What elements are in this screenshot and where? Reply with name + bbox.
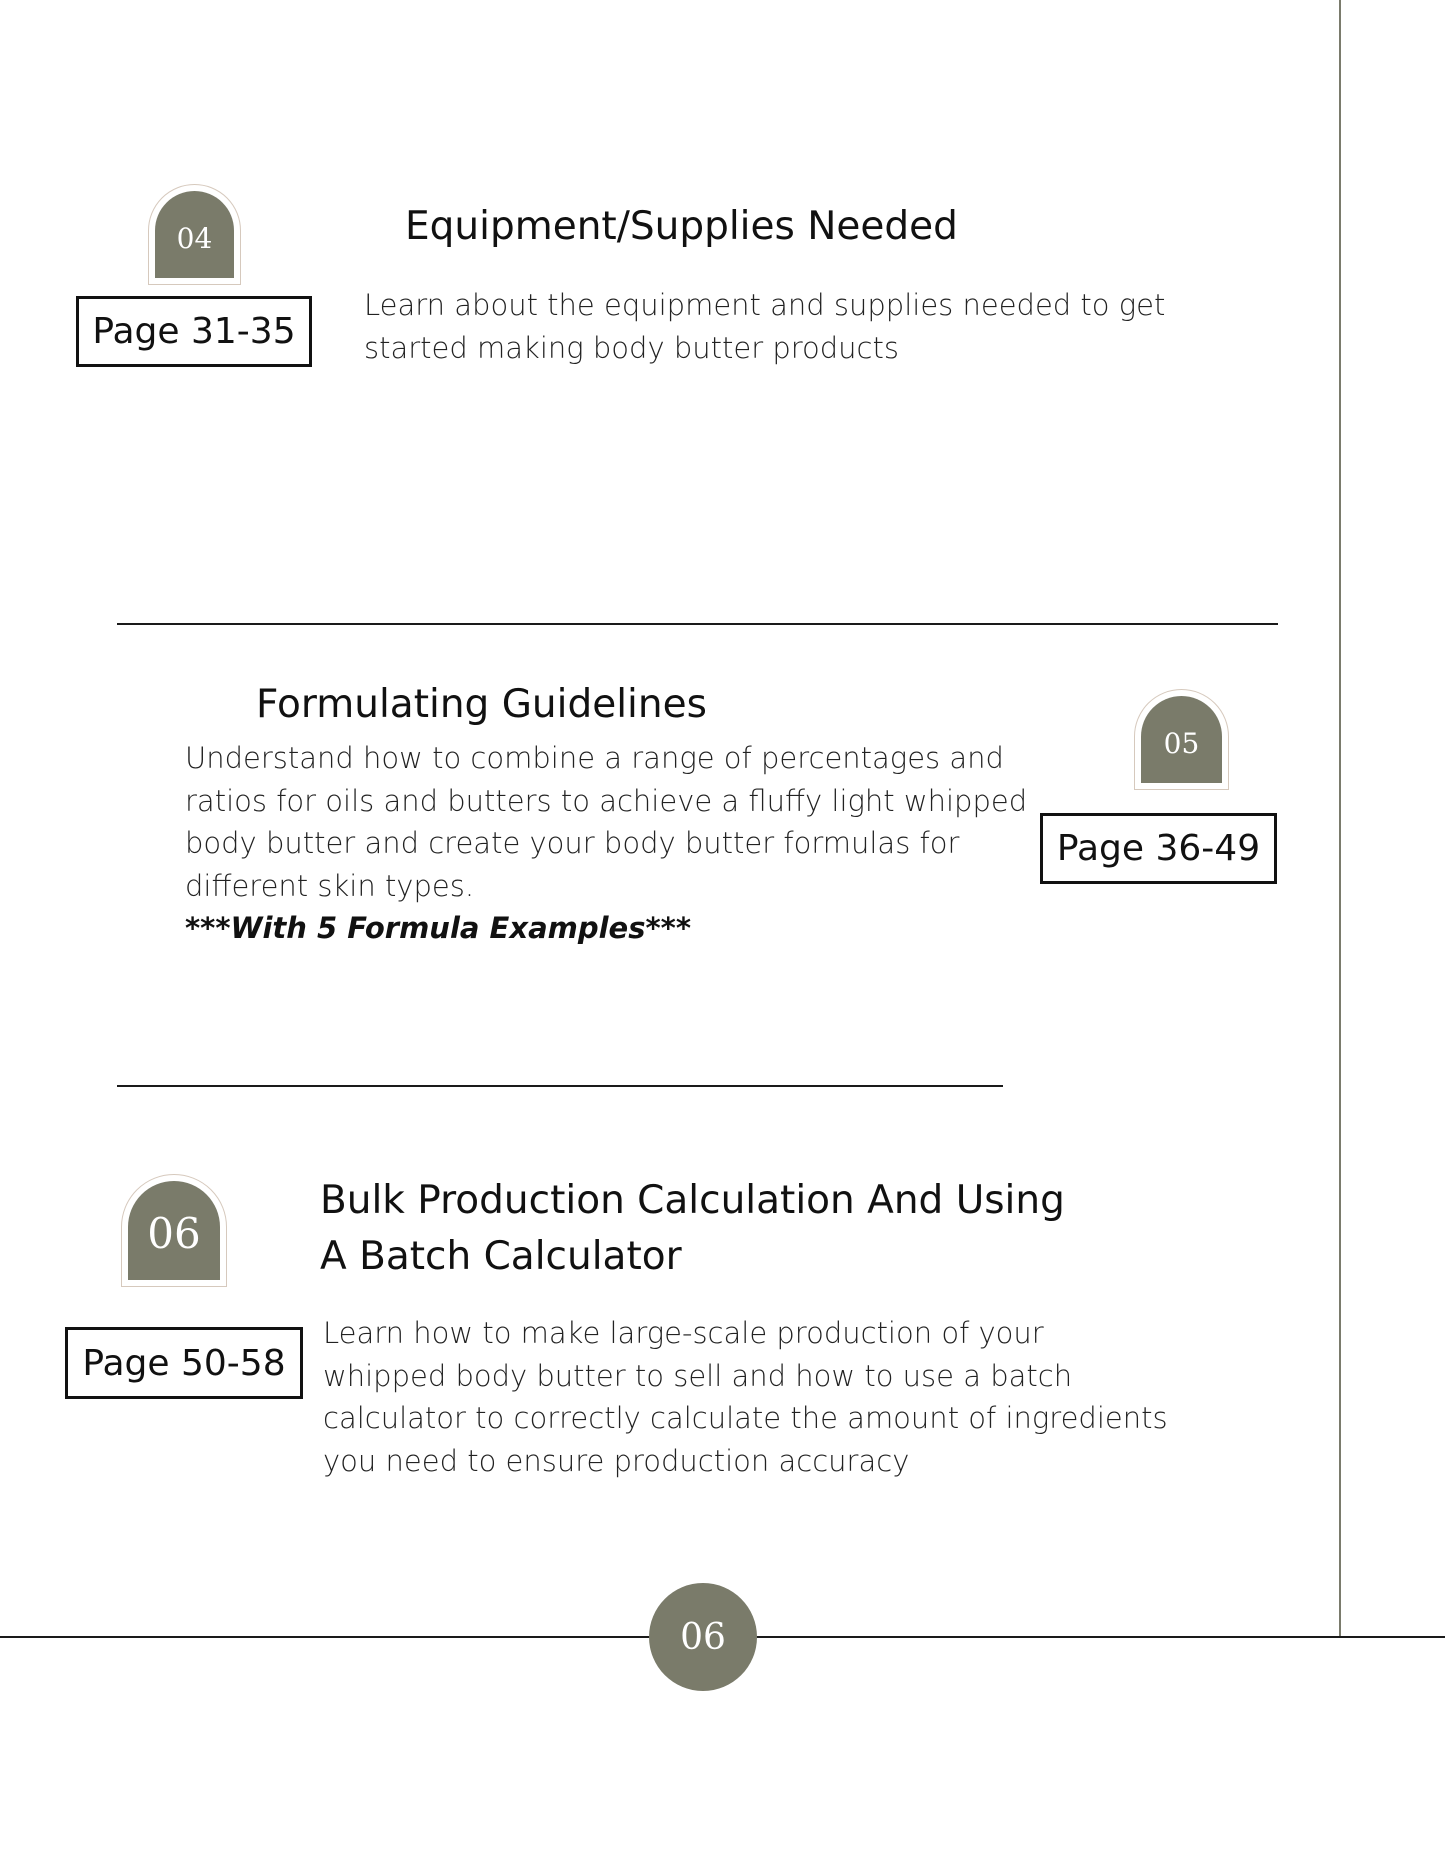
description-line: different skin types. (185, 868, 475, 903)
section-number: 05 (1141, 696, 1222, 783)
description-line: you need to ensure production accuracy (323, 1443, 910, 1478)
section-number-badge (1134, 689, 1229, 790)
section-title-line: Equipment/Supplies Needed (405, 204, 958, 249)
page-range-box: Page 31-35 (76, 296, 312, 367)
section-description (364, 284, 1165, 369)
description-line: whipped body butter to sell and how to use a batch (323, 1358, 1073, 1393)
page-range-box: Page 50-58 (65, 1327, 303, 1399)
section-divider (117, 623, 1278, 625)
section-title (320, 1173, 1065, 1285)
section-title (256, 677, 707, 733)
section-number-badge (148, 184, 241, 285)
formula-examples-note: ***With 5 Formula Examples*** (185, 911, 691, 945)
description-line: Learn how to make large-scale production of your (323, 1316, 1044, 1350)
description-line: body butter and create your body butter formulas for (185, 826, 960, 860)
section-description (323, 1312, 1168, 1482)
page-range-box: Page 36-49 (1040, 813, 1277, 884)
right-margin-rule (1339, 0, 1341, 1637)
section-title-line: Formulating Guidelines (256, 682, 707, 727)
section-description (185, 737, 1027, 950)
description-line: calculator to correctly calculate the amount of ingredients (323, 1401, 1168, 1435)
description-line: Understand how to combine a range of percentages and (185, 741, 1004, 775)
description-line: started making body butter products (364, 330, 899, 365)
section-number: 06 (128, 1181, 220, 1280)
section-number-badge (121, 1174, 227, 1287)
description-line: ratios for oils and butters to achieve a fluffy light whipped (185, 783, 1028, 818)
section-number: 04 (155, 191, 234, 278)
section-title-line: Bulk Production Calculation And Using (320, 1178, 1065, 1223)
section-divider (117, 1085, 1003, 1087)
description-line: Learn about the equipment and supplies needed to get (364, 288, 1166, 322)
page-number-badge: 06 (649, 1583, 757, 1691)
section-title (405, 199, 958, 255)
section-title-line: A Batch Calculator (320, 1234, 682, 1279)
